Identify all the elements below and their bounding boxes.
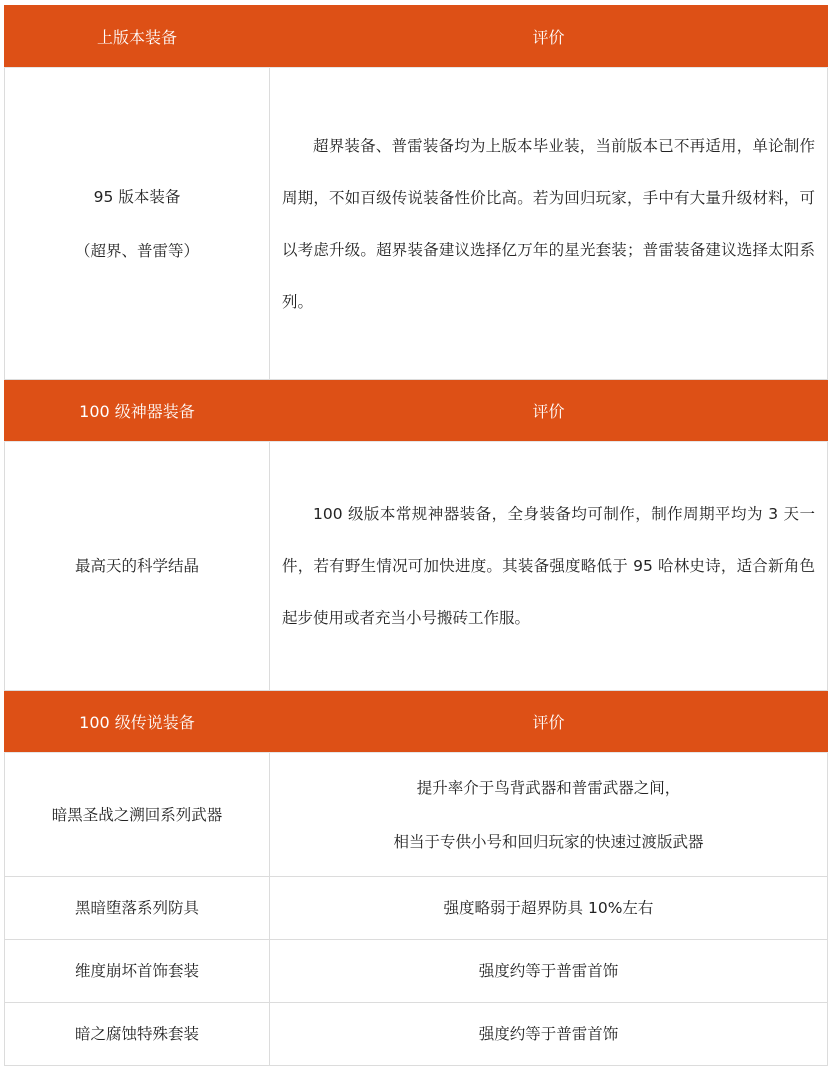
table-row [5,1003,828,1066]
evaluation-line: 强度约等于普雷首饰 [478,962,619,980]
equipment-name-cell [5,1003,270,1066]
evaluation-line: 提升率介于鸟背武器和普雷武器之间， [416,778,681,797]
evaluation-text: 超界装备、普雷装备均为上版本毕业装，当前版本已不再适用，单论制作周期，不如百级传说装备性价比高。若为回归玩家，手中有大量升级材料，可以考虑升级。超界装备建议选择亿万年的星光套装；普雷装备建议选择太阳系列。 [282,136,815,311]
table-row [5,877,828,940]
section-header-legendary [5,691,828,753]
table-row [5,442,828,691]
table-row [5,940,828,1003]
header-cell-category: 100 级传说装备 [5,691,270,753]
equipment-name-cell [5,753,270,877]
evaluation-cell [270,940,828,1003]
equipment-name-cell [5,877,270,940]
evaluation-line: 强度约等于普雷首饰 [478,1025,619,1043]
header-cell-evaluation: 评价 [270,380,828,442]
evaluation-line: 相当于专供小号和回归玩家的快速过渡版武器 [393,832,704,851]
evaluation-cell [270,877,828,940]
header-cell-evaluation: 评价 [270,691,828,753]
evaluation-cell [270,442,828,691]
table-row [5,753,828,877]
equipment-table-container [4,5,827,1066]
evaluation-line: 强度略弱于超界防具 10%左右 [443,899,654,917]
equipment-name: 维度崩坏首饰套装 [74,962,199,980]
header-cell-category: 上版本装备 [5,6,270,68]
equipment-evaluation-table [4,5,828,1066]
equipment-name-cell [5,940,270,1003]
evaluation-cell [270,1003,828,1066]
header-cell-category: 100 级神器装备 [5,380,270,442]
equipment-name-line: （超界、普雷等） [74,241,199,260]
equipment-name: 黑暗堕落系列防具 [74,899,199,917]
equipment-name-line: 95 版本装备 [93,187,181,206]
evaluation-text: 100 级版本常规神器装备，全身装备均可制作，制作周期平均为 3 天一件，若有野生情况可加快进度。其装备强度略低于 95 哈林史诗，适合新角色起步使用或者充当小号搬砖工作服。 [282,505,815,627]
equipment-name-cell [5,442,270,691]
table-row [5,68,828,380]
equipment-name-line: 最高天的科学结晶 [74,557,199,575]
section-header-previous-version [5,6,828,68]
evaluation-cell [270,753,828,877]
evaluation-cell [270,68,828,380]
section-header-artifact [5,380,828,442]
equipment-name-cell [5,68,270,380]
equipment-name: 暗黑圣战之溯回系列武器 [51,805,223,824]
equipment-name: 暗之腐蚀特殊套装 [74,1025,199,1043]
header-cell-evaluation: 评价 [270,6,828,68]
